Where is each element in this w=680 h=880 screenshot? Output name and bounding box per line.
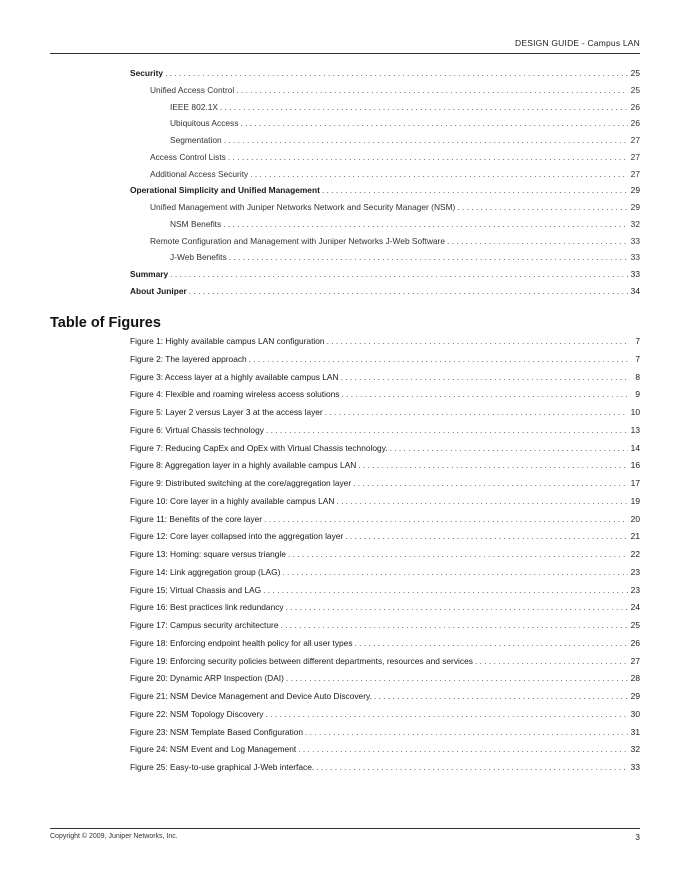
dot-leader: [170, 269, 628, 279]
entry-page-number: 17: [630, 478, 640, 488]
dot-leader: [286, 602, 628, 612]
entry-page-number: 26: [630, 637, 640, 648]
figure-entry[interactable]: [130, 727, 640, 745]
entry-title: About Juniper: [130, 285, 187, 296]
toc-entry[interactable]: [130, 102, 640, 119]
entry-title: Figure 24: NSM Event and Log Management: [130, 744, 297, 755]
entry-page-number: 27: [630, 168, 640, 179]
dot-leader: [281, 620, 629, 630]
entry-page-number: 13: [630, 424, 640, 435]
figure-entry[interactable]: [130, 460, 640, 478]
toc-entry[interactable]: [130, 169, 640, 186]
entry-page-number: 23: [630, 584, 640, 595]
figure-entry[interactable]: [130, 407, 640, 425]
entry-page-number: 33: [630, 762, 640, 772]
toc-entry[interactable]: [130, 202, 640, 219]
entry-page-number: 31: [630, 726, 640, 737]
entry-title: Operational Simplicity and Unified Management: [130, 185, 320, 196]
entry-page-number: 29: [630, 202, 640, 212]
entry-title: Unified Access Control: [150, 84, 235, 95]
figure-entry[interactable]: [130, 425, 640, 443]
dot-leader: [288, 549, 628, 559]
entry-title: Access Control Lists: [150, 151, 226, 162]
entry-page-number: 25: [630, 68, 640, 78]
figure-entry[interactable]: [130, 585, 640, 603]
figure-entry[interactable]: [130, 567, 640, 585]
dot-leader: [263, 585, 628, 595]
dot-leader: [266, 425, 628, 435]
toc-entry[interactable]: [130, 185, 640, 202]
figure-entry[interactable]: [130, 372, 640, 390]
dot-leader: [189, 286, 628, 296]
entry-title: Figure 10: Core layer in a highly available campus LAN: [130, 495, 335, 506]
entry-title: Figure 17: Campus security architecture: [130, 620, 279, 630]
entry-title: Figure 8: Aggregation layer in a highly available campus LAN: [130, 460, 357, 471]
entry-page-number: 28: [630, 673, 640, 684]
entry-page-number: 22: [630, 549, 640, 559]
entry-title: Figure 11: Benefits of the core layer: [130, 513, 263, 524]
toc-entry[interactable]: [130, 152, 640, 169]
entry-page-number: 23: [630, 566, 640, 577]
dot-leader: [475, 656, 628, 666]
entry-title: Ubiquitous Access: [170, 118, 239, 129]
figure-entry[interactable]: [130, 762, 640, 780]
running-header-title: DESIGN GUIDE - Campus LAN: [515, 38, 640, 48]
dot-leader: [327, 336, 628, 346]
entry-page-number: 27: [630, 151, 640, 162]
entry-page-number: 30: [630, 708, 640, 719]
header-divider: [50, 53, 640, 54]
toc-entry[interactable]: [130, 236, 640, 253]
entry-title: Segmentation: [170, 135, 222, 145]
entry-title: Figure 13: Homing: square versus triangle: [130, 549, 286, 559]
figure-entry[interactable]: [130, 709, 640, 727]
table-of-figures: [130, 336, 640, 780]
figure-entry[interactable]: [130, 549, 640, 567]
dot-leader: [240, 118, 628, 128]
figure-entry[interactable]: [130, 478, 640, 496]
entry-title: Figure 18: Enforcing endpoint health policy for all user types: [130, 637, 353, 648]
toc-entry[interactable]: [130, 269, 640, 286]
entry-title: Summary: [130, 269, 169, 279]
entry-title: Figure 9: Distributed switching at the core/aggregation layer: [130, 478, 352, 488]
toc-entry[interactable]: [130, 219, 640, 236]
entry-page-number: 25: [630, 620, 640, 630]
toc-entry[interactable]: [130, 135, 640, 152]
entry-page-number: 26: [630, 101, 640, 112]
entry-page-number: 32: [630, 744, 640, 755]
figure-entry[interactable]: [130, 602, 640, 620]
dot-leader: [447, 236, 628, 246]
entry-title: Figure 25: Easy-to-use graphical J-Web interface.: [130, 762, 315, 772]
entry-title: Figure 14: Link aggregation group (LAG): [130, 566, 281, 577]
entry-page-number: 21: [630, 531, 640, 542]
dot-leader: [341, 389, 628, 399]
dot-leader: [316, 762, 628, 772]
entry-page-number: 32: [630, 218, 640, 229]
toc-entry[interactable]: [130, 68, 640, 85]
entry-page-number: 26: [630, 118, 640, 129]
dot-leader: [305, 727, 628, 737]
entry-title: Figure 23: NSM Template Based Configuration: [130, 726, 304, 737]
figure-entry[interactable]: [130, 496, 640, 514]
toc-entry[interactable]: [130, 286, 640, 303]
entry-page-number: 33: [630, 235, 640, 246]
entry-page-number: 8: [635, 371, 640, 382]
figure-entry[interactable]: [130, 354, 640, 372]
dot-leader: [249, 354, 628, 364]
dot-leader: [322, 185, 628, 195]
entry-page-number: 19: [630, 495, 640, 506]
figure-entry[interactable]: [130, 514, 640, 532]
dot-leader: [353, 478, 628, 488]
toc-entry[interactable]: [130, 118, 640, 135]
dot-leader: [298, 744, 628, 754]
entry-page-number: 20: [630, 513, 640, 524]
dot-leader: [228, 152, 628, 162]
entry-title: Figure 7: Reducing CapEx and OpEx with Virtual Chassis technology.: [130, 442, 388, 453]
entry-page-number: 33: [630, 252, 640, 263]
dot-leader: [457, 202, 628, 212]
dot-leader: [325, 407, 628, 417]
entry-title: Figure 20: Dynamic ARP Inspection (DAI): [130, 673, 284, 684]
figure-entry[interactable]: [130, 443, 640, 461]
entry-title: J-Web Benefits: [170, 252, 227, 263]
dot-leader: [282, 567, 628, 577]
entry-title: Figure 5: Layer 2 versus Layer 3 at the access layer: [130, 407, 323, 417]
dot-leader: [236, 85, 628, 95]
entry-title: Figure 12: Core layer collapsed into the aggregation layer: [130, 531, 344, 542]
figure-entry[interactable]: [130, 673, 640, 691]
figure-entry[interactable]: [130, 691, 640, 709]
dot-leader: [165, 68, 628, 78]
dot-leader: [220, 102, 628, 112]
dot-leader: [264, 514, 628, 524]
entry-page-number: 29: [630, 185, 640, 196]
figure-entry[interactable]: [130, 531, 640, 549]
dot-leader: [341, 372, 628, 382]
entry-page-number: 7: [635, 336, 640, 346]
entry-page-number: 34: [630, 285, 640, 296]
entry-page-number: 25: [630, 84, 640, 95]
entry-page-number: 10: [630, 407, 640, 417]
entry-page-number: 14: [630, 442, 640, 453]
entry-title: Figure 6: Virtual Chassis technology: [130, 424, 264, 435]
toc-entry[interactable]: [130, 252, 640, 269]
entry-title: Figure 22: NSM Topology Discovery: [130, 708, 264, 719]
table-of-figures-heading: Table of Figures: [50, 315, 161, 331]
entry-page-number: 29: [630, 691, 640, 701]
entry-title: Figure 4: Flexible and roaming wireless access solutions: [130, 389, 340, 400]
entry-page-number: 27: [630, 655, 640, 666]
entry-title: NSM Benefits: [170, 218, 222, 229]
dot-leader: [286, 673, 628, 683]
entry-page-number: 9: [635, 389, 640, 400]
figure-entry[interactable]: [130, 620, 640, 638]
entry-page-number: 33: [630, 269, 640, 279]
toc-entry[interactable]: [130, 85, 640, 102]
dot-leader: [358, 460, 628, 470]
entry-page-number: 24: [630, 602, 640, 613]
dot-leader: [355, 638, 628, 648]
dot-leader: [250, 169, 628, 179]
figure-entry[interactable]: [130, 336, 640, 354]
footer-copyright: Copyright © 2009, Juniper Networks, Inc.: [50, 833, 178, 840]
figure-entry[interactable]: [130, 656, 640, 674]
entry-title: Figure 21: NSM Device Management and Device Auto Discovery.: [130, 691, 372, 701]
footer-page-number: 3: [635, 832, 640, 842]
entry-title: Security: [130, 68, 164, 78]
entry-title: Figure 16: Best practices link redundancy: [130, 602, 284, 613]
entry-title: Figure 3: Access layer at a highly available campus LAN: [130, 371, 339, 382]
entry-page-number: 7: [635, 353, 640, 364]
entry-title: IEEE 802.1X: [170, 101, 218, 112]
footer-divider: [50, 828, 640, 829]
dot-leader: [374, 691, 628, 701]
entry-title: Additional Access Security: [150, 168, 249, 179]
dot-leader: [345, 531, 628, 541]
dot-leader: [223, 219, 628, 229]
entry-page-number: 16: [630, 460, 640, 471]
figure-entry[interactable]: [130, 389, 640, 407]
dot-leader: [224, 135, 628, 145]
dot-leader: [390, 443, 628, 453]
entry-title: Figure 15: Virtual Chassis and LAG: [130, 584, 262, 595]
entry-title: Figure 1: Highly available campus LAN configuration: [130, 336, 325, 346]
entry-title: Figure 2: The layered approach: [130, 353, 247, 364]
table-of-contents: [130, 68, 640, 303]
entry-title: Figure 19: Enforcing security policies between different departments, resources and services: [130, 655, 473, 666]
entry-page-number: 27: [630, 135, 640, 145]
dot-leader: [229, 252, 628, 262]
entry-title: Unified Management with Juniper Networks Network and Security Manager (NSM): [150, 202, 456, 212]
dot-leader: [336, 496, 628, 506]
figure-entry[interactable]: [130, 744, 640, 762]
figure-entry[interactable]: [130, 638, 640, 656]
entry-title: Remote Configuration and Management with Juniper Networks J-Web Software: [150, 235, 445, 246]
dot-leader: [265, 709, 628, 719]
